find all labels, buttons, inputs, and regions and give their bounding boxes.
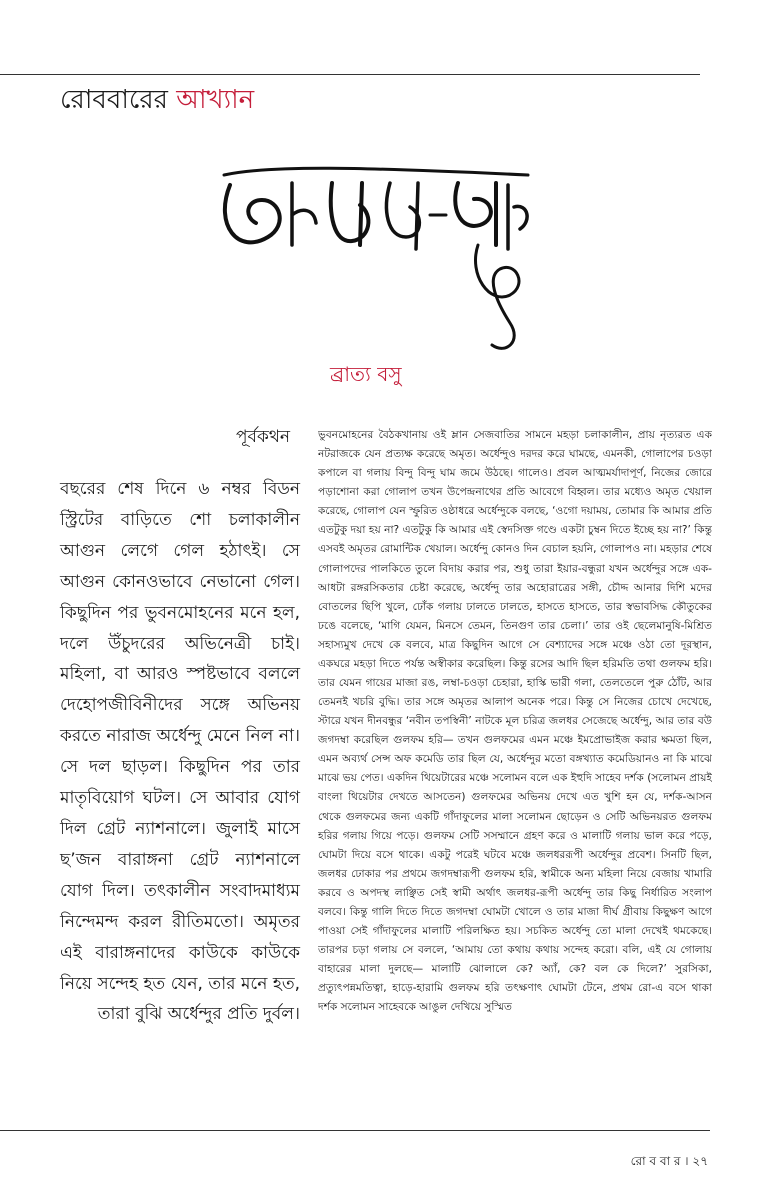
title-stroke-letter-4	[387, 183, 420, 249]
body-text: ভুবনমোহনের বৈঠকখানায় ওই ম্লান সেজবাতির সামনে মহড়া চলাকালীন, প্রায় নৃত্যরত এক নটরাজকে যেন প্রত্যক্ষ করেছে অমৃত। অর্ধেন্দুও দরদর করে ঘামছে, এমনকী, গোলাপের চওড়া কপালে বা গলায় বিন্দু বিন্দু ঘাম জমে উঠছে। গালেও। প্রবল আত্মমর্যাদাপূর্ণ, নিজের জোরে পড়াশোনা করা গোলাপ তখন উপেন্দ্রনাথের প্রতি আবেগে বিহ্বল। তার মধ্যেও অমৃত খেয়াল করেছে, গোলাপ যেন স্ফুরিত ওষ্ঠাধরে অর্ধেন্দুকে বলছে, ‘ওগো দয়াময়, তোমার কি আমার প্রতি এতটুকু দয়া হয় না? এতটুকু কি আমার এই স্বেদসিক্ত গণ্ডে একটা চুম্বন দিতে ইচ্ছে হয় না?’ কিন্তু এসবই অমৃতর রোমান্টিক খেয়াল। অর্ধেন্দু কোনও দিন বেচাল হয়নি, গোলাপও না। মহড়ার শেষে গোলাপদের পালকিতে তুলে বিদায় করার পর, শুধু তারা ইয়ার-বন্ধুরা যখন অর্ধেন্দুর সঙ্গে এক-আধটা রঙ্গরসিকতার চেষ্টা করেছে, অর্ধেন্দু তার অহোরাত্রের সঙ্গী, চৌদ্দ আনার দিশি মদের বোতলের ছিপি খুলে, ঢোঁক গলায় ঢালতে ঢালতে, হাসতে হাসতে, তার স্বভাবসিদ্ধ কৌতুকের ঢঙে বলেছে, ‘মাগি যেমন, মিনসে তেমন, তিনগুণ তার চেলা।’ তার ওই ছেলেমানুষি-মিশ্রিত সহাস্যমুখ দেখে কে বলবে, মাত্র কিছুদিন আগে সে বেশ্যাদের সঙ্গে মঞ্চে ওঠা তো দূরস্থান, একঘরে মহড়া দিতে পর্যন্ত অস্বীকার করেছিল। কিন্তু রসের আদি ছিল হরিমতি তথা গুলফম হরি। তার যেমন গায়ের মাজা রঙ, লম্বা-চওড়া চেহারা, হাস্কি ভারী গলা, তেলতেলে পুরু ঠোঁট, আর তেমনই খচরি বুদ্ধি। তার সঙ্গে অমৃতর আলাপ অনেক পরে। কিন্তু সে নিজের চোখে দেখেছে, স্টারে যখন দীনবন্ধুর ‘নবীন তপস্বিনী’ নাটকে মূল চরিত্র জলধর সেজেছে অর্ধেন্দু, আর তার বউ জগদম্বা করেছিল গুলফম হরি— তখন গুলফমের এমন মঞ্চে ইমপ্রোভাইজ করার ক্ষমতা ছিল, এমন অব্যর্থ সেন্স অফ কমেডি তার ছিল যে, অর্ধেন্দুর মতো বঙ্গখ্যাত কমেডিয়ানও না কি মাঝে মাঝে ভয় পেত। একদিন থিয়েটারের মঞ্চে সলোমন বলে এক ইহুদি সাহেব দর্শক (সলোমন প্রায়ই বাংলা থিয়েটার দেখতে আসতেন) গুলফমের অভিনয় দেখে এত খুশি হন যে, দর্শক-আসন থেকে গুলফমের জন্য একটি গাঁদাফুলের মালা সলোমন ছোড়েন ও সেটি অভিনয়রত গুলফম হরির গলায় গিয়ে পড়ে। গুলফম সেটি সসম্মানে গ্রহণ করে ও মালাটি গলায় ভাল করে পড়ে, ঘোমটা দিয়ে বসে থাকে। একটু পরেই ঘটবে মঞ্চে জলধররূপী অর্ধেন্দুর প্রবেশ। সিনটি ছিল, জলধর ঢোকার পর প্রথমে জগদম্বারূপী গুলফম হরি, স্বামীকে অন্য মহিলা নিয়ে বেজায় খামারি করবে ও অপদস্থ লাঞ্ছিত সেই স্বামী অর্থাৎ জলধর-রূপী অর্ধেন্দু তার কিছু নির্ধারিত সংলাপ বলবে। কিন্তু গালি দিতে দিতে জগদম্বা ঘোমটা খোলে ও তার মাজা দীর্ঘ গ্রীবায় কিছুক্ষণ আগে পাওয়া সেই গাঁদাফুলের মালাটি পরিলক্ষিত হয়। সচকিত অর্ধেন্দু তো মালা দেখেই থমকেছে। তারপর চড়া গলায় সে বললে, ‘আমায় তো কথায় কথায় সন্দেহ করো। বলি, এই যে গোলায় বাহারের মালা দুলছে— মালাটি ঝোলালে কে? অ্যাঁ, কে? বল কে দিলে?’ সুরসিকা, প্রত্যুৎপন্নমতিত্বা, হাড়ে-হারামি গুলফম হরি তৎক্ষণাৎ ঘোমটা টেনে, প্রথম রো-এ বসে থাকা দর্শক সলোমন সাহেবকে আঙুল দেখিয়ে সুস্মিত	[318, 429, 712, 1014]
section-header	[60, 82, 254, 118]
section-label-accent: আখ্যান	[176, 85, 255, 115]
bottom-rule	[0, 1130, 710, 1131]
top-rule	[0, 74, 700, 75]
title-stroke-letter-5	[455, 183, 496, 245]
title-stroke-letter-2	[292, 183, 316, 245]
title-stroke-letter-3	[331, 183, 369, 245]
lead-paragraph: বছরের শেষ দিনে ৬ নম্বর বিডন স্ট্রিটের বাড়িতে শো চলাকালীন আগুন লেগে গেল হঠাৎই। সে আগুন কোনওভাবে নেভানো গেল। কিছুদিন পর ভুবনমোহনের মনে হল, দলে উঁচুদরের অভিনেত্রী চাই। মহিলা, বা আরও স্পষ্টভাবে বললে দেহোপজীবিনীদের সঙ্গে অভিনয় করতে নারাজ অর্ধেন্দু মেনে নিল না। সে দল ছাড়ল। কিছুদিন পর তার মাতৃবিয়োগ ঘটল। সে আবার যোগ দিল গ্রেট ন্যাশনালে। জুলাই মাসে ছ’জন বারাঙ্গনা গ্রেট ন্যাশনালে যোগ দিল। তৎকালীন সংবাদমাধ্যম নিন্দেমন্দ করল রীতিমতো। অমৃতর এই বারাঙ্গনাদের কাউকে কাউকে নিয়ে সন্দেহ হত যেন, তার মনে হত, তারা বুঝি অর্ধেন্দুর প্রতি দুর্বল।	[60, 479, 300, 1025]
title-stroke-letter-6	[508, 185, 527, 249]
page-folio: রো ব বা র । ২৭	[630, 1154, 708, 1168]
section-subheading: পূর্বকথন	[235, 427, 290, 447]
author-name: ব্রাত্য বসু	[330, 362, 402, 386]
calligraphic-title	[210, 145, 540, 360]
title-stroke-flourish	[476, 245, 519, 348]
section-label-main: রোববারের	[60, 85, 177, 115]
title-stroke-letter-1	[225, 185, 280, 242]
title-text: অদামৃত-কথা	[210, 145, 215, 146]
title-stroke-headline	[224, 168, 528, 175]
